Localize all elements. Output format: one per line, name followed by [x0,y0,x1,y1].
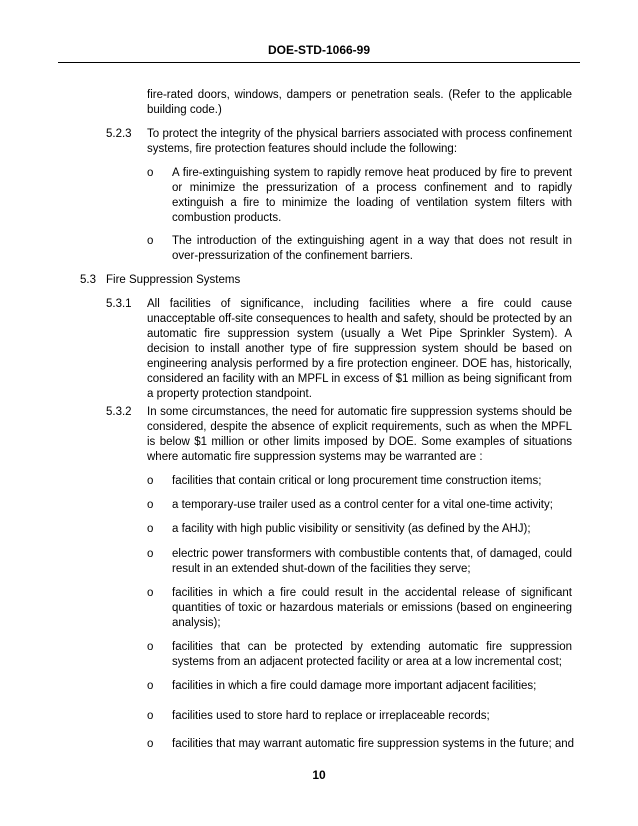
bullet-item: electric power transformers with combustible contents that, of damaged, could result in an extended shut-down of the facilities they serve; [172,548,572,575]
section-number-5-3-2: 5.3.2 [106,406,132,418]
bullet-marker: o [147,499,154,511]
bullet-marker: o [147,641,154,653]
section-text-5-3-2: In some circumstances, the need for automatic fire suppression systems should be considered, despite the absence of explicit requirements, such as when the MPFL is below $1 million or other limits imposed by DOE. Some examples of situations where automatic fire suppression systems may be warranted are : [147,406,572,463]
header-rule [58,62,580,63]
bullet-marker: o [147,710,154,722]
bullet-marker: o [147,548,154,560]
section-number-5-2-3: 5.2.3 [106,128,132,140]
bullet-item: A fire-extinguishing system to rapidly remove heat produced by fire to prevent or minimize the pressurization of a process confinement and to rapidly extinguish a fire to minimize the loading of ventilation system filters with combustion products. [172,167,572,224]
bullet-marker: o [147,167,154,179]
bullet-marker: o [147,523,154,535]
section-text-5-2-3: To protect the integrity of the physical barriers associated with process confinement systems, fire protection features should include the following: [147,128,572,155]
bullet-marker: o [147,738,154,750]
bullet-marker: o [147,235,154,247]
bullet-item: facilities in which a fire could result in the accidental release of significant quantities of toxic or hazardous materials or emissions (based on engineering analysis); [172,587,572,629]
bullet-item: facilities in which a fire could damage more important adjacent facilities; [172,680,537,692]
bullet-item: facilities used to store hard to replace or irreplaceable records; [172,710,490,722]
bullet-item: a facility with high public visibility or sensitivity (as defined by the AHJ); [172,523,531,535]
bullet-item: facilities that can be protected by extending automatic fire suppression systems from an adjacent protected facility or area at a low incremental cost; [172,641,572,668]
document-id-header: DOE-STD-1066-99 [267,43,371,57]
page-number: 10 [312,768,326,782]
section-number-5-3-1: 5.3.1 [106,298,132,310]
bullet-marker: o [147,587,154,599]
bullet-marker: o [147,680,154,692]
continuation-paragraph: fire-rated doors, windows, dampers or penetration seals. (Refer to the applicable building code.) [147,89,572,116]
section-number-5-3: 5.3 [80,274,96,286]
section-text-5-3-1: All facilities of significance, including facilities where a fire could cause unacceptable off-site consequences to health and safety, should be protected by an automatic fire suppression system (usually a Wet Pipe Sprinkler System). A decision to install another type of fire suppression system should be based on engineering analysis performed by a fire protection engineer. DOE has, historically, considered an facility with an MPFL in excess of $1 million as being significant from a property protection standpoint. [147,298,572,400]
bullet-item: facilities that may warrant automatic fire suppression systems in the future; and [172,738,575,750]
bullet-item: facilities that contain critical or long procurement time construction items; [172,475,542,487]
bullet-marker: o [147,475,154,487]
bullet-item: a temporary-use trailer used as a control center for a vital one-time activity; [172,499,553,511]
section-title-5-3: Fire Suppression Systems [106,274,241,286]
bullet-item: The introduction of the extinguishing agent in a way that does not result in over-pressurization of the confinement barriers. [172,235,572,262]
